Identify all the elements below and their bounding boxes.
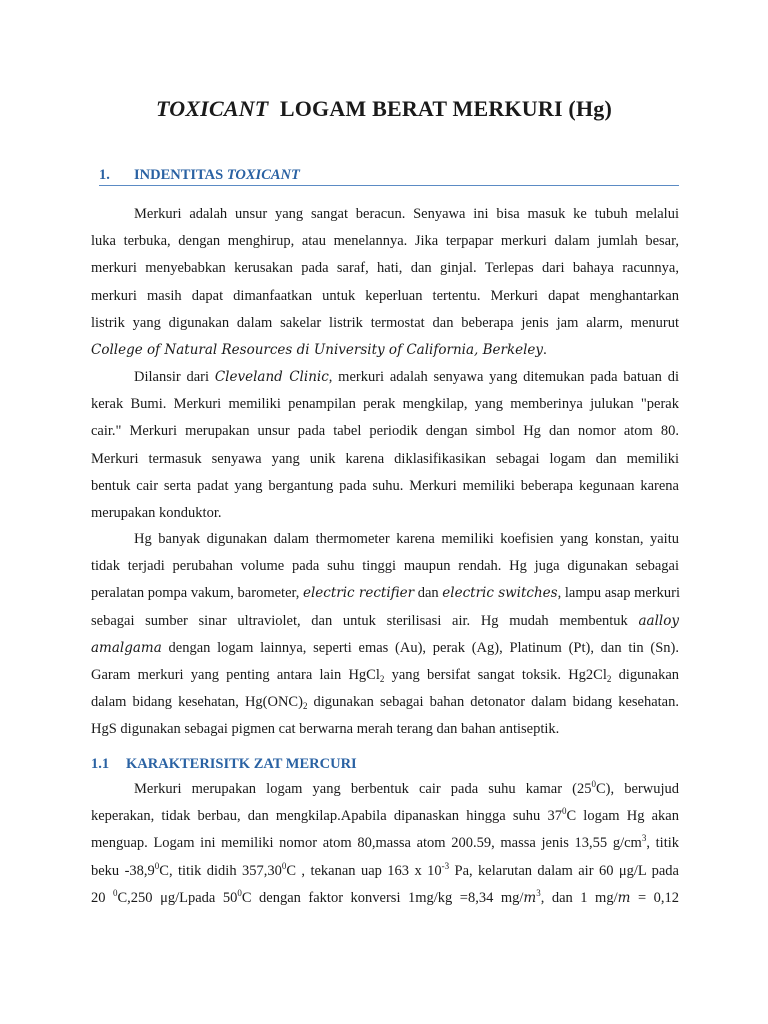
text-line: Dilansir dari Cleveland Clinic, merkuri adalah senyawa yang ditemukan pada batuan di: [134, 369, 679, 385]
title-rest: LOGAM BERAT MERKURI (Hg): [279, 96, 613, 121]
text-line: 20 $^0$C,250 μg/Lpada $50^0C$ dengan faktor konversi 1mg/kg =8,34 $mg/m^3$, dan 1 mg/m = 0,12: [91, 887, 680, 906]
text-line: merkuri menyebabkan kerusakan pada saraf, hati, dan ginjal. Terlepas dari bahaya racunnya,: [91, 260, 679, 277]
text-line: sebagai sumber sinar ultraviolet, dan untuk sterilisasi air. Hg mudah membentuk aalloy: [91, 612, 679, 629]
section-label: KARAKTERISITK ZAT MERCURI: [126, 756, 357, 772]
text-line: peralatan pompa vakum, barometer, electric rectifier dan electric switches, lampu asap merkuri: [91, 585, 681, 602]
page-title: [0, 96, 768, 122]
paragraph-1: [91, 201, 679, 364]
text-line: Merkuri adalah unsur yang sangat beracun. Senyawa ini bisa masuk ke tubuh melalui: [134, 206, 679, 222]
text-line: Merkuri termasuk senyawa yang unik karena diklasifikasikan sebagai logam dan memiliki: [91, 450, 679, 467]
text-line: listrik yang digunakan dalam sakelar listrik termostat dan beberapa jenis jam alarm, menurut: [91, 314, 679, 331]
section-label: INDENTITAS TOXICANT: [134, 167, 300, 183]
text-line: beku -38,9$^0$C, titik didih 357,30$^0$C , tekanan uap 163 x $10^{-3}$ Pa, kelarutan dalam air 60 μg/L pada: [91, 860, 679, 879]
text-line: dalam bidang kesehatan, $Hg(ONC)_2$ digunakan sebagai bahan detonator dalam bidang kesehatan.: [91, 694, 679, 712]
text-line: menguap. Logam ini memiliki nomor atom 80,massa atom 200.59, massa jenis 13,55 $g/cm^3$, titik: [91, 833, 679, 852]
text-line: Garam merkuri yang penting antara lain HgCl$_2$ yang bersifat sangat toksik. $Hg2Cl_2$ digunakan: [91, 666, 680, 684]
text-line: Hg banyak digunakan dalam thermometer karena memiliki koefisien yang konstan, yaitu: [134, 531, 679, 547]
title-italic: TOXICANT: [155, 96, 269, 121]
text-line: merupakan konduktor.: [91, 504, 222, 521]
text-line: merkuri masih dapat dimanfaatkan untuk keperluan tertentu. Merkuri dapat menghantarkan: [91, 287, 679, 304]
text-line: College of Natural Resources di University of California, Berkeley.: [91, 341, 547, 358]
section-heading-1: [99, 167, 679, 186]
text-line: tidak terjadi perubahan volume pada suhu tinggi maupun rendah. Hg juga digunakan sebagai: [91, 558, 679, 575]
text-line: Merkuri merupakan logam yang berbentuk cair pada suhu kamar $(25^0C)$, berwujud: [134, 779, 679, 797]
text-line: HgS digunakan sebagai pigmen cat berwarna merah terang dan bahan antiseptik.: [91, 721, 560, 738]
text-line: luka terbuka, dengan menghirup, atau menelannya. Jika terpapar merkuri dalam jumlah besar,: [91, 233, 679, 250]
section-number: 1.: [99, 167, 110, 183]
text-line: amalgama dengan logam lainnya, seperti emas (Au), perak (Ag), Platinum (Pt), dan tin (Sn).: [91, 639, 679, 656]
text-line: cair." Merkuri merupakan unsur pada tabel periodik dengan simbol Hg dan nomor atom 80.: [91, 423, 679, 440]
paragraph-4: [91, 776, 679, 912]
text-line: keperakan, tidak berbau, dan mengkilap.Apabila dipanaskan hingga suhu $37^0C$ logam Hg akan: [91, 806, 679, 825]
text-line: kerak Bumi. Merkuri memiliki penampilan perak mengkilap, yang memberinya julukan "perak: [91, 396, 679, 413]
section-number: 1.1: [91, 756, 110, 772]
text-line: bentuk cair serta padat yang bergantung pada suhu. Merkuri memiliki beberapa kegunaan karena: [91, 477, 679, 494]
paragraph-3: [91, 526, 679, 744]
paragraph-2: [91, 364, 679, 527]
